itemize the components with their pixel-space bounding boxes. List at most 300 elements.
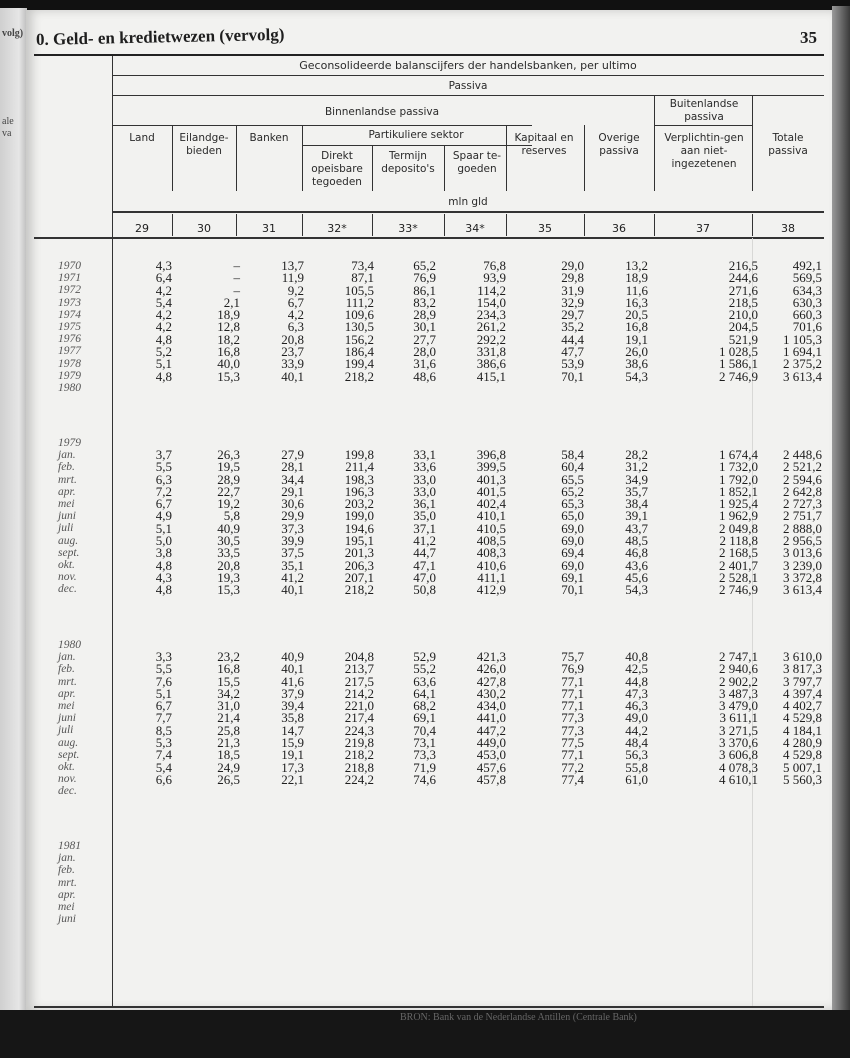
table-cell: 199,4 — [344, 356, 374, 372]
table-cell: 39,4 — [281, 698, 304, 714]
table-cell: 7,7 — [155, 710, 172, 726]
table-cell: 29,1 — [281, 483, 304, 499]
table-cell: 3 611,1 — [719, 710, 758, 726]
source-note: BRON: Bank van de Nederlandse Antillen (Centrale Bank) — [400, 1012, 637, 1023]
row-label: jan. — [58, 651, 76, 664]
col-label-eilandgebieden: Eilandge-bieden — [179, 132, 229, 157]
table-cell: 19,1 — [281, 747, 304, 763]
table-cell: 19,5 — [217, 459, 240, 475]
table-cell: 36,1 — [413, 496, 436, 512]
table-cell: 402,4 — [476, 496, 506, 512]
table-row — [114, 584, 824, 596]
row-label: 1980 — [58, 382, 81, 395]
row-label: mrt. — [58, 876, 77, 889]
table-cell: 73,4 — [351, 258, 374, 273]
group-particuliere: Partikuliere sektor — [368, 129, 464, 141]
table-cell: 214,2 — [344, 685, 374, 701]
row-label: 1973 — [58, 296, 81, 309]
table-cell: 69,1 — [561, 569, 584, 585]
table-cell: 3 013,6 — [783, 545, 822, 561]
table-cell: 1 694,1 — [783, 344, 822, 360]
table-cell: 3 239,0 — [783, 557, 822, 573]
table-cell: – — [233, 270, 240, 286]
table-cell: 224,2 — [344, 771, 374, 787]
group-buitenlandse: Buitenlandse passiva — [669, 98, 739, 123]
table-cell: 20,8 — [281, 331, 304, 347]
table-cell: 2 888,0 — [783, 520, 822, 536]
table-cell: 47,0 — [413, 569, 436, 585]
table-cell: 65,2 — [413, 258, 436, 273]
table-cell: 6,4 — [155, 270, 172, 286]
table-cell: 7,6 — [155, 673, 172, 689]
table-cell: 93,9 — [483, 270, 506, 286]
table-cell: 1 925,4 — [719, 496, 758, 512]
page-number: 35 — [800, 28, 817, 47]
table-cell: 5,0 — [155, 533, 172, 549]
table-cell: 4,9 — [155, 508, 172, 524]
table-cell: 3,8 — [155, 545, 172, 561]
table-cell: 33,9 — [281, 356, 304, 372]
table-cell: 521,9 — [728, 331, 758, 347]
table-cell: 69,0 — [561, 520, 584, 536]
row-label: 1977 — [58, 345, 81, 358]
table-cell: 40,9 — [217, 520, 240, 536]
table-cell: 40,0 — [217, 356, 240, 372]
table-cell: 27,7 — [413, 331, 436, 347]
table-cell: 41,2 — [413, 533, 436, 549]
table-cell: 53,9 — [561, 356, 584, 372]
table-cell: 1 586,1 — [719, 356, 758, 372]
table-cell: 39,1 — [625, 508, 648, 524]
table-cell: 60,4 — [561, 459, 584, 475]
table-cell: 22,7 — [217, 483, 240, 499]
table-cell: 44,8 — [625, 673, 648, 689]
table-cell: 69,4 — [561, 545, 584, 561]
table-cell: 37,1 — [413, 520, 436, 536]
table-cell: 4 529,8 — [783, 710, 822, 726]
table-cell: 31,9 — [561, 282, 584, 298]
table-cell: 69,0 — [561, 557, 584, 573]
table-cell: 4,8 — [155, 331, 172, 347]
table-cell: 6,7 — [155, 698, 172, 714]
table-cell: 74,6 — [413, 771, 436, 787]
table-cell: 55,2 — [413, 661, 436, 677]
table-cell: 2 375,2 — [783, 356, 822, 372]
table-cell: 26,3 — [217, 447, 240, 462]
table-cell: 2 521,2 — [783, 459, 822, 475]
table-cell: 218,2 — [344, 747, 374, 763]
table-cell: 18,2 — [217, 331, 240, 347]
row-label: juli — [58, 522, 74, 535]
table-cell: 206,3 — [344, 557, 374, 573]
table-cell: 37,9 — [281, 685, 304, 701]
table-cell: 6,3 — [155, 471, 172, 487]
group-binnenlandse: Binnenlandse passiva — [324, 106, 440, 118]
row-label: 1981 — [58, 840, 81, 852]
table-cell: 218,8 — [344, 759, 374, 775]
table-cell: 26,5 — [217, 771, 240, 787]
table-cell: 32,9 — [561, 294, 584, 310]
table-cell: 17,3 — [281, 759, 304, 775]
row-label: dec. — [58, 785, 77, 798]
table-cell: 40,1 — [281, 368, 304, 384]
table-cell: 114,2 — [477, 282, 506, 298]
table-cell: 411,1 — [477, 569, 506, 585]
table-cell: 65,5 — [561, 471, 584, 487]
table-cell: 31,2 — [625, 459, 648, 475]
table-cell: 401,5 — [476, 483, 506, 499]
table-cell: 4 078,3 — [719, 759, 758, 775]
row-label: 1978 — [58, 357, 81, 370]
table-cell: 5,5 — [155, 459, 172, 475]
prev-page-fragment: va — [2, 128, 12, 139]
table-cell: 2 956,5 — [783, 533, 822, 549]
table-cell: 33,1 — [413, 447, 436, 462]
table-cell: 2 168,5 — [719, 545, 758, 561]
table-cell: 21,4 — [217, 710, 240, 726]
col-num: 30 — [197, 222, 211, 235]
table-cell: 2 746,9 — [719, 368, 758, 384]
table-cell: 14,7 — [281, 722, 304, 738]
table-cell: 47,7 — [561, 344, 584, 360]
table-cell: 447,2 — [476, 722, 506, 738]
table-cell: 65,3 — [561, 496, 584, 512]
table-cell: 1 732,0 — [719, 459, 758, 475]
col-label-land: Land — [129, 132, 155, 144]
divider — [654, 125, 752, 126]
table-cell: 3 797,7 — [783, 673, 822, 689]
table-cell: 68,2 — [413, 698, 436, 714]
table-cell: 218,2 — [344, 582, 374, 598]
table-cell: 73,3 — [413, 747, 436, 763]
table-cell: 2 902,2 — [719, 673, 758, 689]
table-cell: 453,0 — [476, 747, 506, 763]
row-label: apr. — [58, 485, 76, 498]
table-cell: 69,1 — [413, 710, 436, 726]
table-cell: 660,3 — [792, 307, 822, 323]
row-label: okt. — [58, 559, 75, 572]
table-cell: 34,2 — [217, 685, 240, 701]
row-labels-1980 — [58, 639, 108, 798]
table-cell: 2 049,8 — [719, 520, 758, 536]
table-cell: 421,3 — [476, 649, 506, 664]
table-cell: 219,8 — [344, 735, 374, 751]
table-cell: 2 594,6 — [783, 471, 822, 487]
table-cell: 5,3 — [155, 735, 172, 751]
table-cell: 4 397,4 — [783, 685, 822, 701]
table-cell: 6,7 — [287, 294, 304, 310]
prev-page-fragment: volg) — [2, 28, 24, 39]
data-1980 — [114, 651, 824, 786]
table-cell: 210,0 — [728, 307, 758, 323]
table-cell: 31,6 — [413, 356, 436, 372]
table-cell: 217,5 — [344, 673, 374, 689]
table-cell: 70,1 — [561, 582, 584, 598]
divider — [112, 125, 532, 126]
table-cell: 111,2 — [345, 294, 374, 310]
col-label-termijn: Termijn deposito's — [381, 150, 435, 175]
table-cell: 16,8 — [217, 661, 240, 677]
table-cell: 196,3 — [344, 483, 374, 499]
table-cell: 426,0 — [476, 661, 506, 677]
group-passiva: Passiva — [448, 80, 488, 92]
book-edge — [832, 6, 850, 1026]
table-cell: 331,8 — [476, 344, 506, 360]
table-cell: 3 606,8 — [719, 747, 758, 763]
table-cell: 415,1 — [476, 368, 506, 384]
table-cell: 37,5 — [281, 545, 304, 561]
table-cell: 18,9 — [217, 307, 240, 323]
table-cell: 3 613,4 — [783, 368, 822, 384]
table-cell: 77,3 — [561, 722, 584, 738]
table-cell: 54,3 — [625, 368, 648, 384]
row-label: mei — [58, 498, 75, 511]
col-num: 36 — [612, 222, 626, 235]
table-cell: 34,9 — [625, 471, 648, 487]
table-cell: 630,3 — [792, 294, 822, 310]
table-cell: 109,6 — [344, 307, 374, 323]
table-cell: 4,8 — [155, 582, 172, 598]
table-cell: 5,8 — [223, 508, 240, 524]
table-row — [114, 368, 824, 384]
table-cell: 396,8 — [476, 447, 506, 462]
table-cell: 35,1 — [281, 557, 304, 573]
table-cell: 434,0 — [476, 698, 506, 714]
table-cell: 261,2 — [476, 319, 506, 335]
row-label: feb. — [58, 663, 75, 676]
table-cell: 45,6 — [625, 569, 648, 585]
col-label-kapitaal: Kapitaal en reserves — [514, 132, 574, 157]
table-cell: 20,8 — [217, 557, 240, 573]
table-cell: 569,5 — [792, 270, 822, 286]
table-cell: 244,6 — [728, 270, 758, 286]
table-cell: 15,9 — [281, 735, 304, 751]
table-cell: 3 479,0 — [719, 698, 758, 714]
table-cell: 427,8 — [476, 673, 506, 689]
table-cell: 130,5 — [344, 319, 374, 335]
table-cell: 1 028,5 — [719, 344, 758, 360]
table-cell: 76,9 — [561, 661, 584, 677]
table-cell: 35,0 — [413, 508, 436, 524]
row-label: mei — [58, 901, 75, 914]
table-cell: 58,4 — [561, 447, 584, 462]
table-cell: 217,4 — [344, 710, 374, 726]
table-cell: 38,6 — [625, 356, 648, 372]
table-cell: 430,2 — [476, 685, 506, 701]
table-cell: 3,7 — [155, 447, 172, 462]
table-cell: 28,9 — [413, 307, 436, 323]
table-cell: 5,4 — [155, 294, 172, 310]
row-label: sept. — [58, 748, 80, 761]
row-label: aug. — [58, 534, 79, 547]
row-labels-1979 — [58, 437, 108, 596]
table-cell: 70,1 — [561, 368, 584, 384]
col-num: 37 — [696, 222, 710, 235]
table-cell: 8,5 — [155, 722, 172, 738]
table-cell: 5,1 — [155, 520, 172, 536]
table-cell: 11,9 — [281, 270, 304, 286]
col-num: 35 — [538, 222, 552, 235]
table-cell: 71,9 — [413, 759, 436, 775]
table-cell: 65,0 — [561, 508, 584, 524]
table-cell: 41,6 — [281, 673, 304, 689]
table-cell: 35,7 — [625, 483, 648, 499]
table-cell: 48,5 — [625, 533, 648, 549]
row-label: okt. — [58, 761, 75, 774]
table-cell: 77,1 — [561, 685, 584, 701]
table-cell: 4 184,1 — [783, 722, 822, 738]
table-cell: 43,7 — [625, 520, 648, 536]
table-cell: 70,4 — [413, 722, 436, 738]
table-cell: 30,1 — [413, 319, 436, 335]
table-cell: 186,4 — [344, 344, 374, 360]
table-cell: 39,9 — [281, 533, 304, 549]
table-cell: 27,9 — [281, 447, 304, 462]
row-label: 1976 — [58, 333, 81, 346]
table-cell: 76,8 — [483, 258, 506, 273]
table-cell: 86,1 — [413, 282, 436, 298]
table-cell: 16,8 — [217, 344, 240, 360]
table-cell: 55,8 — [625, 759, 648, 775]
table-cell: 76,9 — [413, 270, 436, 286]
table-cell: 634,3 — [792, 282, 822, 298]
table-cell: 3 817,3 — [783, 661, 822, 677]
row-label: mrt. — [58, 675, 77, 688]
table-cell: 23,2 — [217, 649, 240, 664]
col-label-overige: Overige passiva — [598, 132, 640, 157]
table-cell: 7,4 — [155, 747, 172, 763]
table-cell: 15,5 — [217, 673, 240, 689]
col-num: 32* — [327, 222, 347, 235]
document-page — [26, 10, 832, 1010]
col-num: 38 — [781, 222, 795, 235]
table-cell: 4,8 — [155, 557, 172, 573]
row-label: 1979 — [58, 437, 81, 449]
table-cell: 221,0 — [344, 698, 374, 714]
divider — [112, 211, 824, 213]
table-cell: 11,6 — [625, 282, 648, 298]
table-cell: 40,1 — [281, 661, 304, 677]
table-cell: 26,0 — [625, 344, 648, 360]
table-cell: 1 792,0 — [719, 471, 758, 487]
table-cell: 33,0 — [413, 471, 436, 487]
table-cell: 37,3 — [281, 520, 304, 536]
row-label: 1980 — [58, 639, 81, 651]
row-label: 1970 — [58, 260, 81, 272]
col-label-banken: Banken — [249, 132, 289, 144]
row-label: nov. — [58, 773, 77, 786]
table-cell: 48,4 — [625, 735, 648, 751]
table-cell: 441,0 — [476, 710, 506, 726]
row-label: mei — [58, 700, 75, 713]
table-cell: 4,3 — [155, 569, 172, 585]
row-label: aug. — [58, 736, 79, 749]
table-cell: 224,3 — [344, 722, 374, 738]
table-cell: 2 401,7 — [719, 557, 758, 573]
row-label: 1975 — [58, 321, 81, 334]
table-cell: 33,0 — [413, 483, 436, 499]
table-cell: 2,1 — [223, 294, 240, 310]
table-cell: 4 529,8 — [783, 747, 822, 763]
row-labels-annual — [58, 260, 108, 394]
table-cell: 19,3 — [217, 569, 240, 585]
table-cell: 386,6 — [476, 356, 506, 372]
table-cell: 30,6 — [281, 496, 304, 512]
col-num: 34* — [465, 222, 485, 235]
table-cell: 29,9 — [281, 508, 304, 524]
row-label: sept. — [58, 546, 80, 559]
previous-page-edge — [0, 8, 27, 1018]
table-cell: 77,1 — [561, 673, 584, 689]
table-cell: 21,3 — [217, 735, 240, 751]
table-cell: 29,8 — [561, 270, 584, 286]
table-cell: 4 402,7 — [783, 698, 822, 714]
table-cell: 2 118,8 — [719, 533, 758, 549]
table-cell: 3 610,0 — [783, 649, 822, 664]
divider — [654, 95, 655, 191]
divider — [444, 145, 445, 191]
row-label: 1971 — [58, 272, 81, 285]
table-cell: 198,3 — [344, 471, 374, 487]
table-row — [114, 498, 824, 510]
table-row — [114, 771, 824, 787]
table-cell: 24,9 — [217, 759, 240, 775]
table-cell: 44,7 — [413, 545, 436, 561]
table-cell: 16,8 — [625, 319, 648, 335]
row-label: jan. — [58, 449, 76, 462]
table-cell: 30,5 — [217, 533, 240, 549]
table-cell: – — [233, 282, 240, 298]
table-cell: 5 560,3 — [783, 771, 822, 787]
table-cell: 1 962,9 — [719, 508, 758, 524]
col-num: 33* — [398, 222, 418, 235]
table-cell: 18,9 — [625, 270, 648, 286]
data-annual — [114, 260, 824, 383]
row-label: apr. — [58, 687, 76, 700]
table-row — [114, 282, 824, 298]
table-cell: 3 487,3 — [719, 685, 758, 701]
table-cell: 2 642,8 — [783, 483, 822, 499]
table-cell: 35,8 — [281, 710, 304, 726]
table-cell: 156,2 — [344, 331, 374, 347]
table-cell: 18,5 — [217, 747, 240, 763]
table-caption: Geconsolideerde balanscijfers der handelsbanken, per ultimo — [299, 59, 637, 72]
table-cell: 44,4 — [561, 331, 584, 347]
data-1979 — [114, 449, 824, 597]
divider — [112, 75, 824, 76]
table-cell: 457,8 — [476, 771, 506, 787]
table-cell: 83,2 — [413, 294, 436, 310]
table-cell: 22,1 — [281, 771, 304, 787]
table-cell: 77,1 — [561, 698, 584, 714]
table-cell: 13,2 — [625, 258, 648, 273]
col-label-totale: Totale passiva — [768, 132, 808, 157]
table-cell: 3,3 — [155, 649, 172, 664]
table-cell: 25,8 — [217, 722, 240, 738]
table-row — [114, 272, 824, 284]
table-cell: 199,0 — [344, 508, 374, 524]
table-cell: 199,8 — [344, 447, 374, 462]
table-cell: 13,7 — [281, 258, 304, 273]
table-cell: 46,8 — [625, 545, 648, 561]
row-label: juni — [58, 712, 76, 725]
table-cell: 49,0 — [625, 710, 648, 726]
table-cell: 73,1 — [413, 735, 436, 751]
table-cell: 410,5 — [476, 520, 506, 536]
table-cell: 203,2 — [344, 496, 374, 512]
row-label: juni — [58, 913, 76, 926]
table-cell: 19,2 — [217, 496, 240, 512]
